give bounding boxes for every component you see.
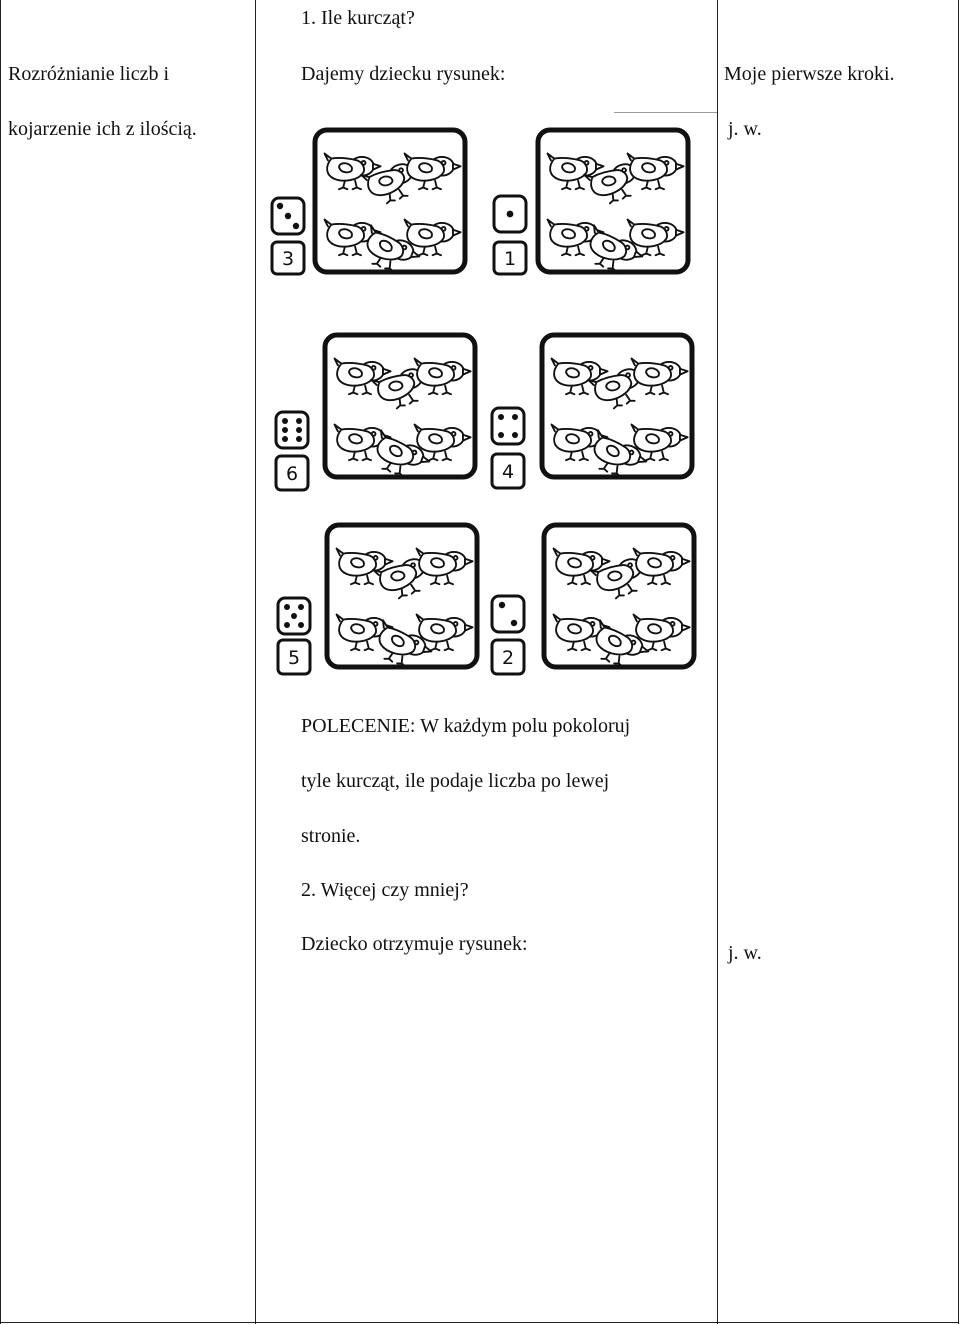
number-label-4: 4 — [502, 461, 515, 483]
topic-line-2: kojarzenie ich z ilością. — [8, 118, 197, 140]
table-border-right — [958, 0, 959, 1324]
number-label-1: 1 — [504, 248, 517, 270]
table-border-left — [0, 0, 1, 1324]
task-panel-2 — [492, 525, 694, 674]
task-panel-3 — [272, 130, 465, 278]
counting-worksheet-figure — [260, 120, 710, 680]
number-label-3: 3 — [282, 248, 295, 270]
exercise-1-heading: 1. Ile kurcząt? — [301, 7, 415, 29]
instruction-line-1: POLECENIE: W każdym polu pokoloruj — [301, 715, 631, 737]
task-panel-1 — [494, 130, 688, 278]
dice-2-icon — [492, 596, 524, 632]
task-panel-5 — [278, 525, 477, 674]
table-border-bottom — [0, 1322, 959, 1323]
number-label-5: 5 — [288, 647, 301, 669]
exercise-2-intro: Dziecko otrzymuje rysunek: — [301, 933, 528, 955]
number-label-2: 2 — [502, 647, 515, 669]
task-panel-4 — [492, 335, 692, 488]
column-divider-2 — [717, 0, 718, 1324]
dice-4-icon — [492, 408, 524, 444]
source-reference-2: j. w. — [728, 942, 762, 964]
task-panel-6 — [276, 335, 475, 490]
column-divider-1 — [255, 0, 256, 1324]
number-label-6: 6 — [286, 463, 299, 485]
instruction-line-3: stronie. — [301, 825, 361, 847]
short-rule — [614, 112, 717, 113]
source-title: Moje pierwsze kroki. — [724, 63, 895, 85]
source-reference-1: j. w. — [728, 118, 762, 140]
exercise-2-heading: 2. Więcej czy mniej? — [301, 879, 469, 901]
exercise-1-intro: Dajemy dziecku rysunek: — [301, 63, 506, 85]
topic-line-1: Rozróżnianie liczb i — [8, 63, 170, 85]
dice-6-icon — [276, 412, 308, 448]
instruction-line-2: tyle kurcząt, ile podaje liczba po lewej — [301, 770, 610, 792]
